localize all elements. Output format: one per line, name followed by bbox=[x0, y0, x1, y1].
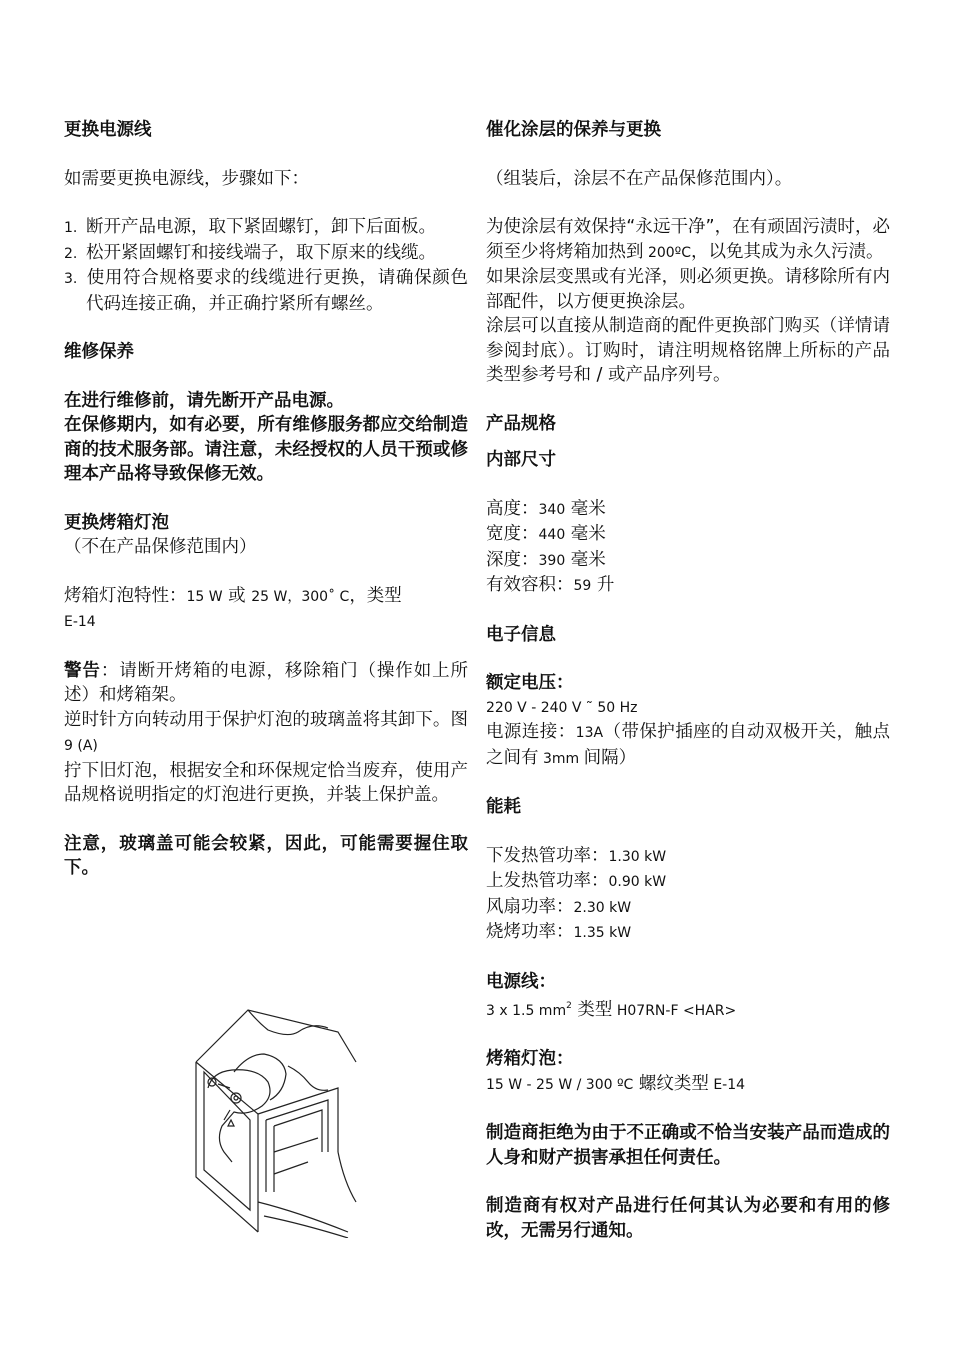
subsection-title-dimensions: 内部尺寸 bbox=[486, 450, 556, 470]
list-item: 3. 使用符合规格要求的线缆进行更换，请确保颜色代码连接正确，并正确拧紧所有螺丝。 bbox=[64, 268, 468, 314]
power-cord-steps bbox=[64, 215, 468, 316]
section-title-power-consumption: 能耗 bbox=[486, 797, 521, 817]
catalytic-p3: 涂层可以直接从制造商的配件更换部门购买（详情请参阅封底）。订购时，请注明规格铭牌上所标的产品类型参考号和 / 或产品序列号。 bbox=[486, 316, 890, 385]
lamp-spec: 烤箱灯泡特性：15 W 或 25 W，300˚ C，类型 E-14 bbox=[64, 585, 402, 630]
power-cable-spec: 3 x 1.5 $mm^2$ 类型 H07RN-F <HAR> bbox=[486, 999, 737, 1020]
maintenance-warning-2: 在保修期内，如有必要，所有维修服务都应交给制造商的技术服务部。请注意，未经授权的人员干预或修理本产品将导致保修无效。 bbox=[64, 415, 468, 484]
lamp-step-2: 逆时针方向转动用于保护灯泡的玻璃盖将其卸下。图 9 (A) bbox=[64, 709, 468, 754]
dim-row: 有效容积：59 升 bbox=[486, 575, 615, 595]
section-title-power-cord: 更换电源线 bbox=[64, 120, 152, 140]
oven-lamp-illustration bbox=[188, 1002, 358, 1238]
power-cord-intro: 如需要更换电源线，步骤如下： bbox=[64, 168, 309, 189]
power-row: 风扇功率：2.30 kW bbox=[486, 896, 632, 917]
section-title-maintenance: 维修保养 bbox=[64, 342, 134, 362]
section-title-lamp: 更换烤箱灯泡 bbox=[64, 512, 169, 533]
right-column bbox=[486, 118, 890, 1243]
maintenance-warning-1: 在进行维修前，请先断开产品电源。 bbox=[64, 390, 344, 411]
section-title-oven-lamp: 烤箱灯泡： bbox=[486, 1049, 574, 1070]
power-connection: 电源连接：13A（带保护插座的自动双极开关，触点之间有 3mm 间隔） bbox=[486, 722, 891, 768]
power-row: 上发热管功率：0.90 kW bbox=[486, 871, 667, 891]
catalytic-p2: 如果涂层变黑或有光泽，则必须更换。请移除所有内部配件，以方便更换涂层。 bbox=[486, 267, 890, 312]
oven-lamp-spec: 15 W - 25 W / 300 ºC 螺纹类型 E-14 bbox=[486, 1073, 746, 1094]
disclaimer-liability: 制造商拒绝为由于不正确或不恰当安装产品而造成的人身和财产损害承担任何责任。 bbox=[486, 1123, 890, 1168]
catalytic-p1: 为使涂层有效保持“永远干净”，在有顽固污渍时，必须至少将烤箱加热到 200ºC，以免其成为永久污渍。 bbox=[486, 217, 890, 262]
section-title-power-cable: 电源线： bbox=[486, 971, 556, 992]
list-item: 1. 断开产品电源，取下紧固螺钉，卸下后面板。 bbox=[64, 217, 436, 237]
disclaimer-modifications: 制造商有权对产品进行任何其认为必要和有用的修改，无需另行通知。 bbox=[486, 1196, 890, 1241]
section-title-specs: 产品规格 bbox=[486, 413, 556, 434]
dim-row: 深度：390 毫米 bbox=[486, 549, 606, 570]
rated-voltage-value: 220 V - 240 V ˜ 50 Hz bbox=[486, 699, 638, 716]
lamp-step-3: 拧下旧灯泡，根据安全和环保规定恰当废弃，使用产品规格说明指定的灯泡进行更换，并装上保护盖。 bbox=[64, 760, 468, 805]
rated-voltage-label: 额定电压： bbox=[486, 673, 574, 693]
power-row: 烧烤功率：1.35 kW bbox=[486, 922, 632, 942]
section-title-catalytic: 催化涂层的保养与更换 bbox=[486, 120, 661, 140]
dim-row: 高度：340 毫米 bbox=[486, 498, 606, 519]
lamp-warning: 警告：请断开烤箱的电源，移除箱门（操作如上所述）和烤箱架。 bbox=[64, 660, 469, 705]
section-title-electrical: 电子信息 bbox=[486, 624, 556, 645]
catalytic-note: （组装后，涂层不在产品保修范围内）。 bbox=[486, 168, 793, 189]
dim-row: 宽度：440 毫米 bbox=[486, 524, 606, 544]
left-column bbox=[64, 118, 468, 881]
list-item: 2. 松开紧固螺钉和接线端子，取下原来的线缆。 bbox=[64, 242, 436, 263]
lamp-caution: 注意，玻璃盖可能会较紧，因此，可能需要握住取下。 bbox=[64, 833, 468, 878]
lamp-warranty-note: （不在产品保修范围内） bbox=[64, 537, 257, 557]
power-row: 下发热管功率：1.30 kW bbox=[486, 845, 667, 866]
